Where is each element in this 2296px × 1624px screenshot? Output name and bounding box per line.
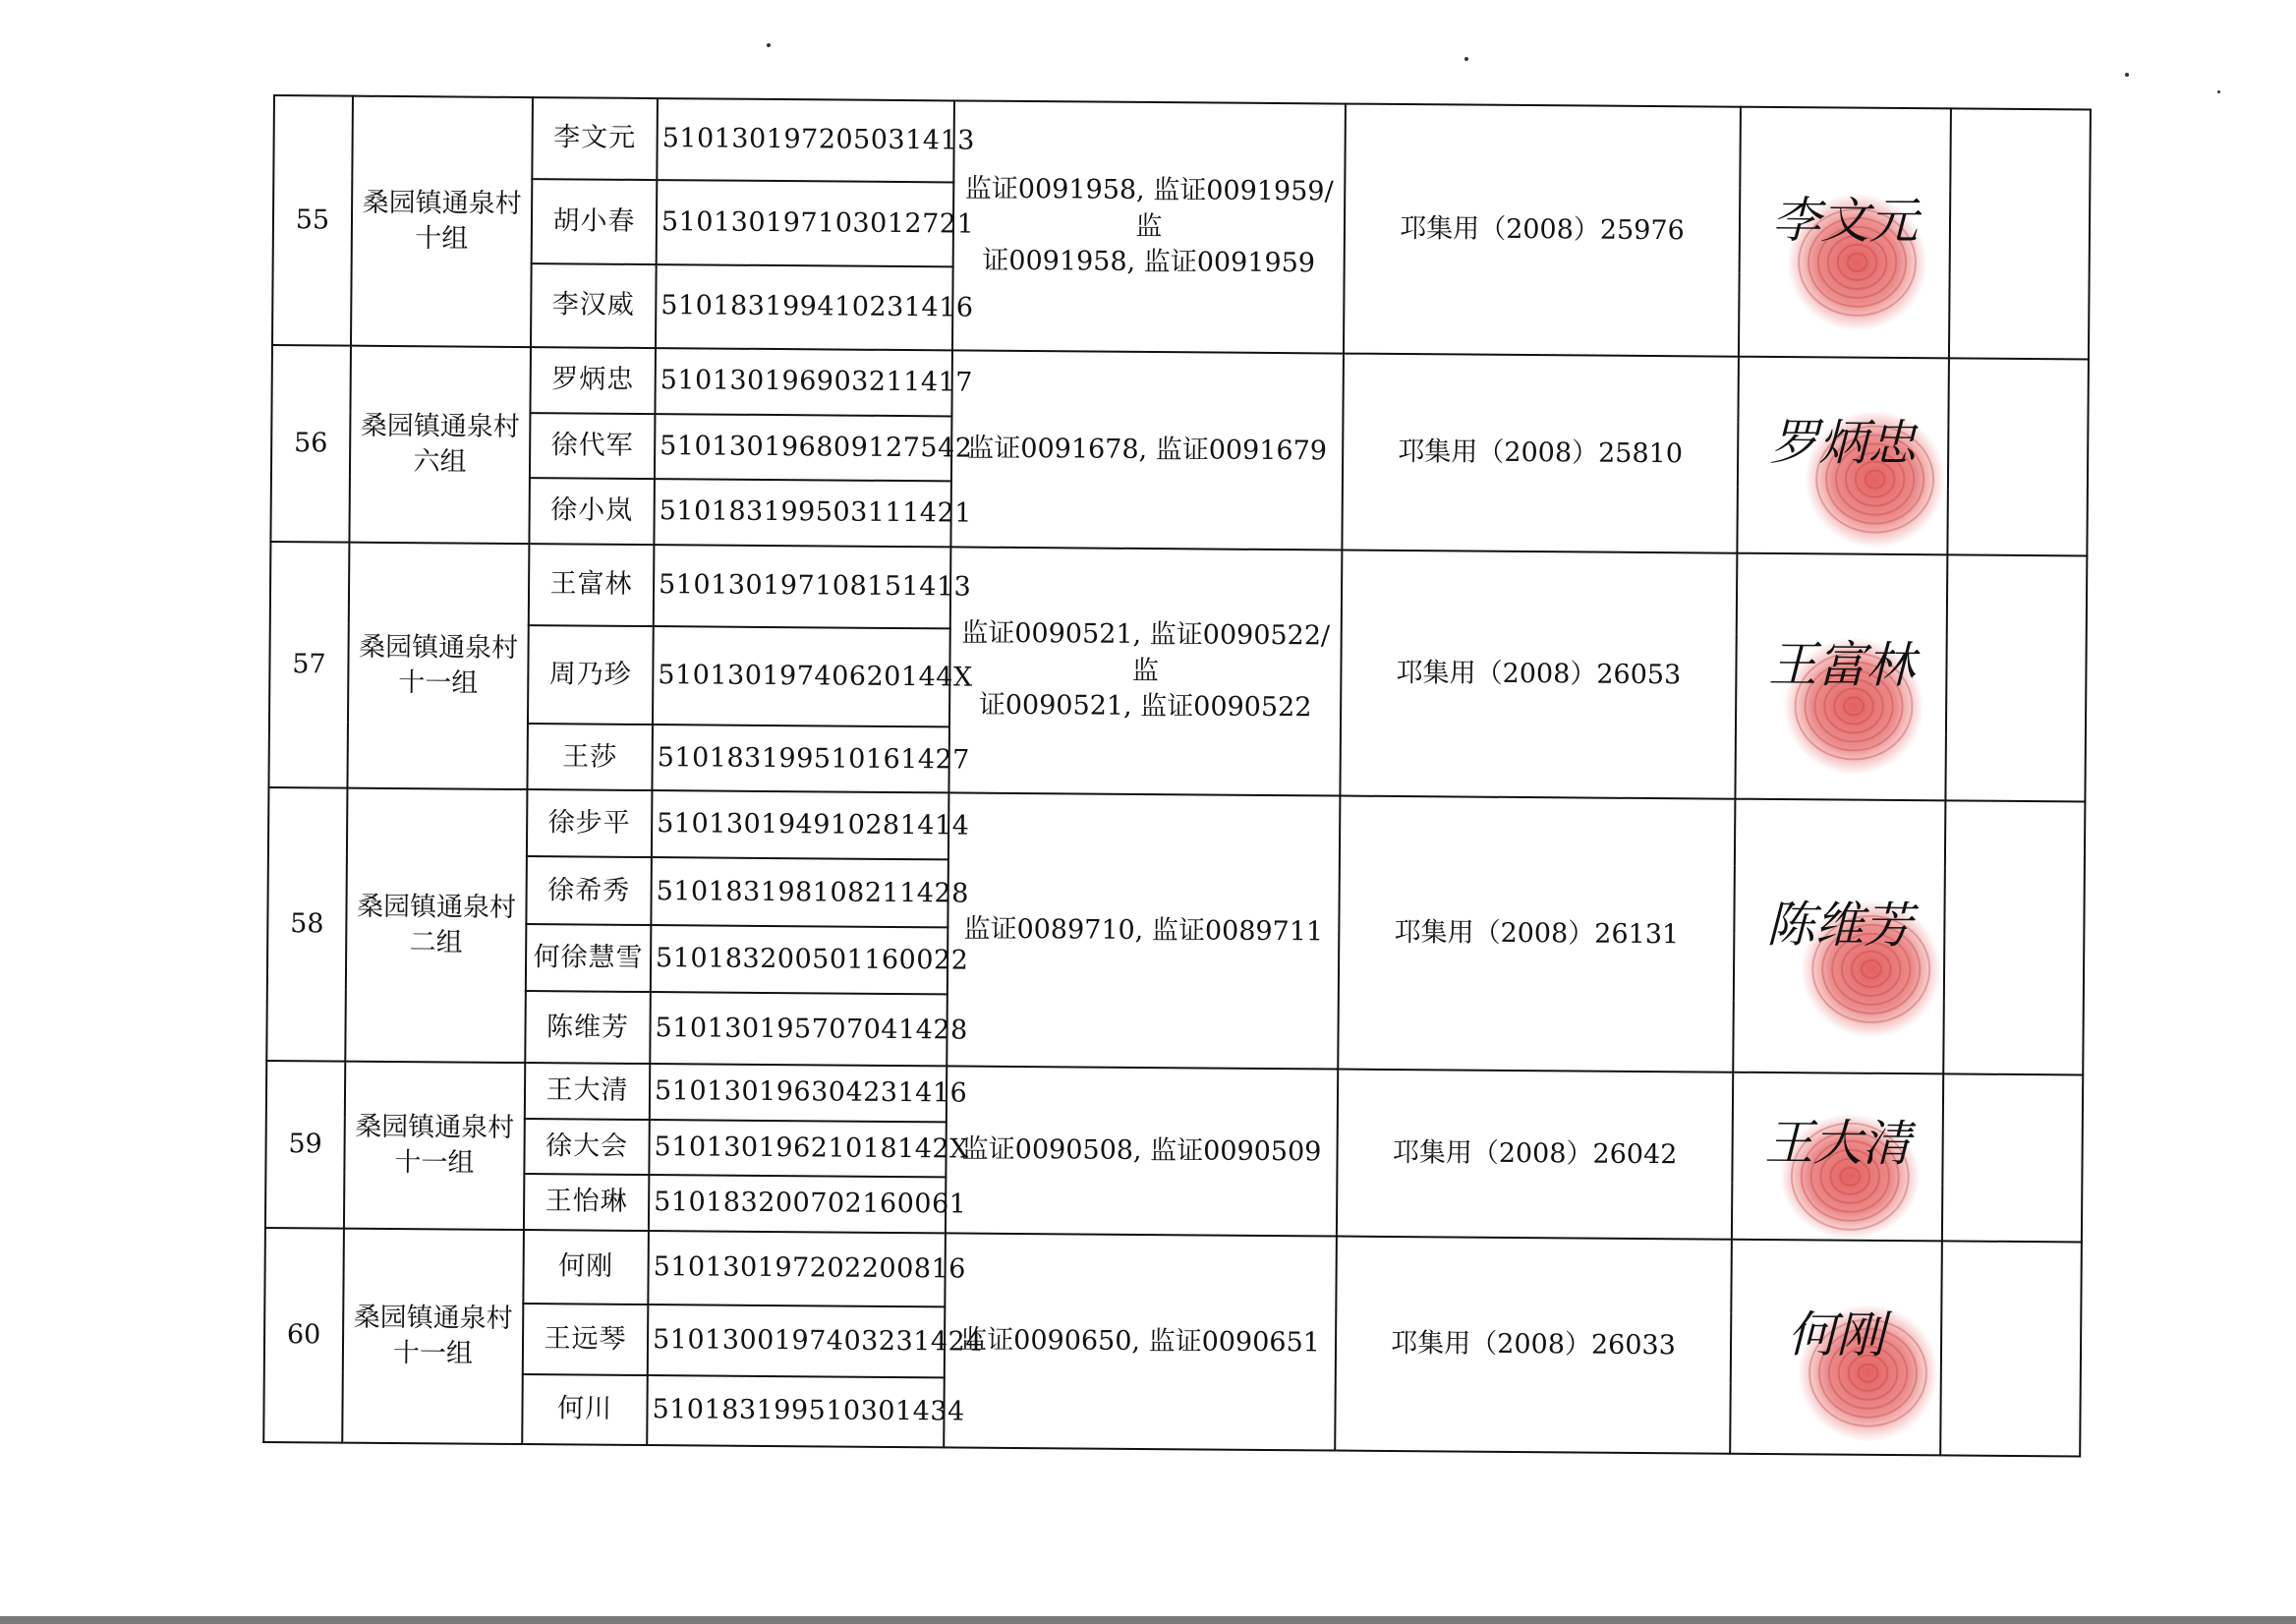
signature-cell [1737,357,1949,555]
member-name: 何徐慧雪 [526,924,652,992]
table-body [263,95,2091,1456]
id-number: 510130197108151413 [654,545,951,628]
certificate-numbers [952,100,1346,353]
id-number: 510183198108211428 [651,858,948,928]
certificate-line: 监证0089710, 监证0089711 [963,913,1324,948]
handwritten-signature: 王大清 [1764,1114,1912,1173]
remarks-cell [1947,358,2089,555]
member-name: 徐代军 [530,413,656,480]
certificate-numbers [947,792,1340,1069]
member-name: 徐小岚 [529,478,655,545]
land-use-certificate: 邛集用（2008）25976 [1344,104,1741,357]
id-number: 510183199510301434 [647,1375,945,1447]
certificate-numbers [944,1233,1337,1450]
village-name: 桑园镇通泉村 [358,631,519,664]
id-number: 51013019740620144X [653,626,950,727]
village-group [342,1229,524,1444]
land-registration-table [262,94,2092,1457]
member-name: 王大清 [525,1063,650,1120]
table-row [264,1228,2082,1315]
certificate-numbers [950,350,1344,550]
land-use-certificate: 邛集用（2008）26042 [1337,1070,1733,1240]
fingerprint-signature [1736,554,1946,800]
member-name: 周乃珍 [528,625,654,725]
group-name: 二组 [409,927,463,958]
group-name: 十一组 [394,1147,475,1179]
handwritten-signature: 李文元 [1771,191,1919,251]
record-number: 56 [270,345,351,543]
signature-cell [1732,1073,1943,1242]
land-use-certificate: 邛集用（2008）26131 [1338,796,1735,1073]
member-name: 陈维芳 [525,991,651,1064]
certificate-numbers [946,1066,1338,1236]
member-name: 胡小春 [532,179,658,265]
certificate-line: 监证0090650, 监证0090651 [960,1324,1321,1359]
scan-edge [0,1616,2296,1624]
member-name: 王怡琳 [524,1174,649,1231]
fingerprint-signature [1733,1073,1942,1241]
group-name: 六组 [413,446,467,478]
village-name: 桑园镇通泉村 [355,1111,515,1143]
member-name: 王远琴 [523,1304,649,1376]
certificate-line: 监证0091678, 监证0091679 [967,433,1328,467]
member-name: 李文元 [532,97,658,180]
fingerprint-signature [1740,108,1950,358]
certificate-line: 监证0090508, 监证0090509 [961,1133,1322,1168]
record-number: 58 [266,787,347,1062]
village-group [351,96,533,347]
handwritten-signature: 何刚 [1787,1305,1885,1364]
signature-cell [1739,107,1951,359]
id-number: 510183199503111421 [654,479,951,547]
member-name: 何刚 [523,1230,649,1305]
member-name: 何川 [522,1374,648,1445]
table-row [270,542,2088,637]
id-number: 510130197202200816 [648,1231,946,1306]
group-name: 十一组 [398,667,479,699]
signature-cell [1735,553,1947,801]
signature-cell [1733,799,1945,1074]
record-number: 60 [263,1228,344,1443]
record-number: 57 [268,542,349,788]
member-name: 王莎 [527,725,653,791]
id-number: 510130196304231416 [650,1064,947,1122]
record-number: 55 [272,95,353,346]
remarks-cell [1949,108,2091,359]
member-name: 徐步平 [527,789,653,857]
remarks-cell [1945,554,2087,801]
id-number: 510130019740323142‌4 [648,1305,946,1378]
id-number: 510130194910281414 [652,790,949,860]
member-name: 王富林 [529,544,655,626]
id-number: 510183199510161427 [652,725,949,793]
member-name: 徐希秀 [526,857,652,925]
land-use-certificate: 邛集用（2008）26053 [1340,551,1737,799]
village-group [349,346,531,544]
land-use-certificate: 邛集用（2008）26033 [1335,1237,1732,1454]
id-number: 510130196809127542 [655,414,952,482]
id-number: 510130197103012721 [657,180,954,267]
village-name: 桑园镇通泉村 [360,410,520,442]
fingerprint-signature [1734,800,1944,1073]
village-name: 桑园镇通泉村 [353,1302,513,1334]
group-name: 十一组 [392,1337,474,1369]
remarks-cell [1943,800,2085,1074]
id-number: 510130197205031413 [657,98,954,182]
id-number: 510183199410231416 [656,264,953,350]
id-number: 510183200702160061 [649,1175,946,1233]
village-name: 桑园镇通泉村 [362,187,522,219]
signature-cell [1730,1240,1942,1456]
certificate-numbers [948,547,1342,795]
village-name: 桑园镇通泉村 [356,891,517,923]
member-name: 罗炳忠 [530,347,656,414]
id-number: 510130195707041428 [650,992,947,1066]
id-number: 510183200501160022 [651,925,948,995]
certificate-line: 监证0090521, 监证0090522/监 [961,617,1331,686]
land-use-certificate: 邛集用（2008）25810 [1342,354,1739,553]
certificate-line: 证0090521, 监证0090522 [978,689,1312,724]
fingerprint-signature [1731,1241,1941,1455]
member-name: 李汉威 [531,263,657,348]
certificate-line: 监证0091958, 监证0091959/监 [964,173,1334,242]
certificate-line: 证0091958, 监证0091959 [982,245,1316,279]
table-row [273,95,2091,191]
group-name: 十组 [415,223,469,255]
record-number: 59 [265,1061,345,1229]
id-number: 51013019621018142X [649,1120,946,1178]
member-name: 徐大会 [524,1119,649,1176]
id-number: 510130196903211417 [655,348,952,416]
village-group [347,543,529,789]
remarks-cell [1940,1241,2082,1456]
village-group [344,1062,525,1230]
village-group [345,788,527,1063]
fingerprint-signature [1738,358,1948,554]
handwritten-signature: 罗炳忠 [1769,413,1917,473]
remarks-cell [1942,1073,2083,1242]
handwritten-signature: 陈维芳 [1765,896,1913,955]
handwritten-signature: 王富林 [1767,635,1915,695]
